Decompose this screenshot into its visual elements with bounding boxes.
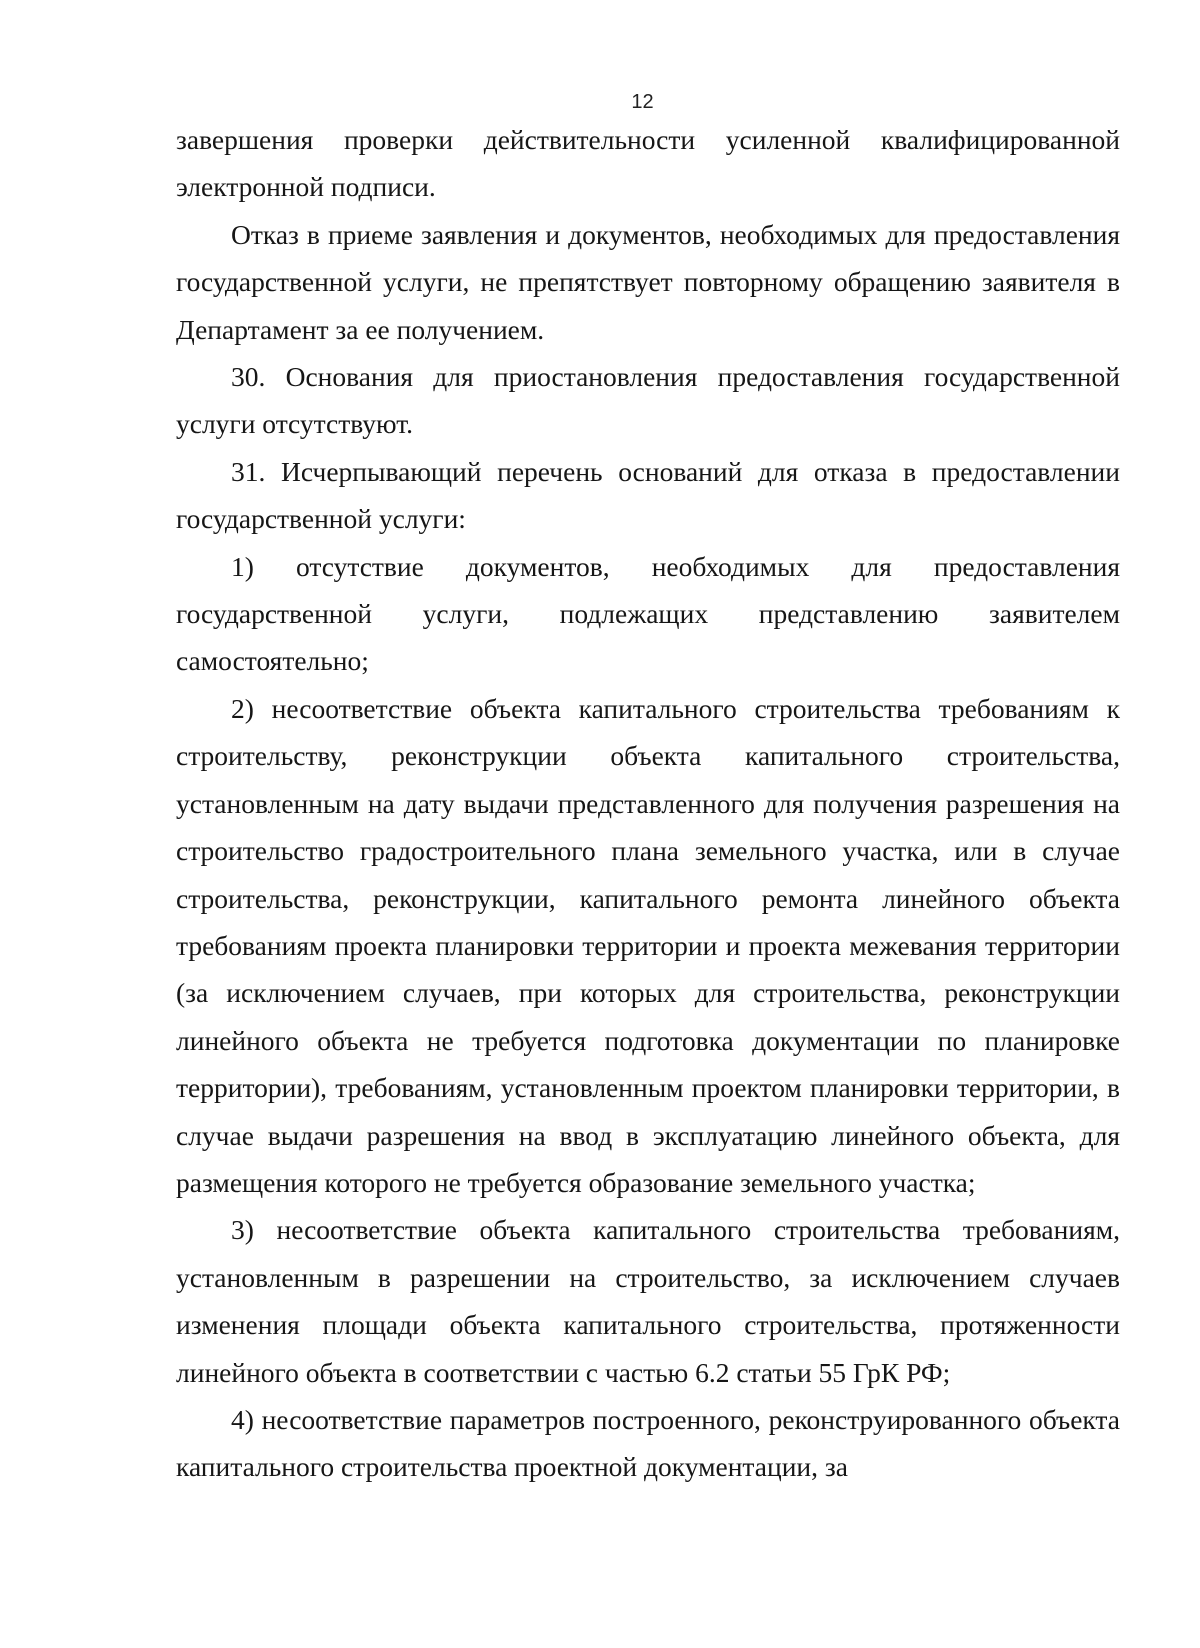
document-body (176, 116, 1120, 1491)
paragraph-30: 30. Основания для приостановления предоставления государственной услуги отсутствуют. (176, 361, 1120, 440)
list-item-3: 3) несоответствие объекта капитального строительства требованиям, установленным в разрешении на строительство, за исключением случаев изменения площади объекта капитального строительства, протяженности линейного объекта в соответствии с частью 6.2 статьи 55 ГрК РФ; (176, 1214, 1120, 1388)
list-item-1: 1) отсутствие документов, необходимых для предоставления государственной услуги, подлежащих представлению заявителем самостоятельно; (176, 550, 1120, 677)
paragraph-31: 31. Исчерпывающий перечень оснований для отказа в предоставлении государственной услуги: (176, 455, 1120, 535)
page-number: 12 (631, 91, 654, 113)
list-item-4: 4) несоответствие параметров построенного, реконструированного объекта капитального строительства проектной документации, за (176, 1403, 1120, 1483)
list-item-2: 2) несоответствие объекта капитального строительства требованиям к строительству, реконструкции объекта капитального строительства, установленным на дату выдачи представленного для получения разрешения на строительство градостроительного плана земельного участка, или в случае строительства, реконструкции, капитального ремонта линейного объекта требованиям проекта планировки территории и проекта межевания территории (за исключением случаев, при которых для строительства, реконструкции линейного объекта не требуется подготовка документации по планировке территории), требованиям, установленным проектом планировки территории, в случае выдачи разрешения на ввод в эксплуатацию линейного объекта, для размещения которого не требуется образование земельного участка; (176, 692, 1120, 1198)
paragraph-continuation: завершения проверки действительности усиленной квалифицированной электронной подписи. (176, 124, 1120, 203)
paragraph-refusal-note: Отказ в приеме заявления и документов, необходимых для предоставления государственной услуги, не препятствует повторному обращению заявителя в Департамент за ее получением. (176, 218, 1120, 345)
